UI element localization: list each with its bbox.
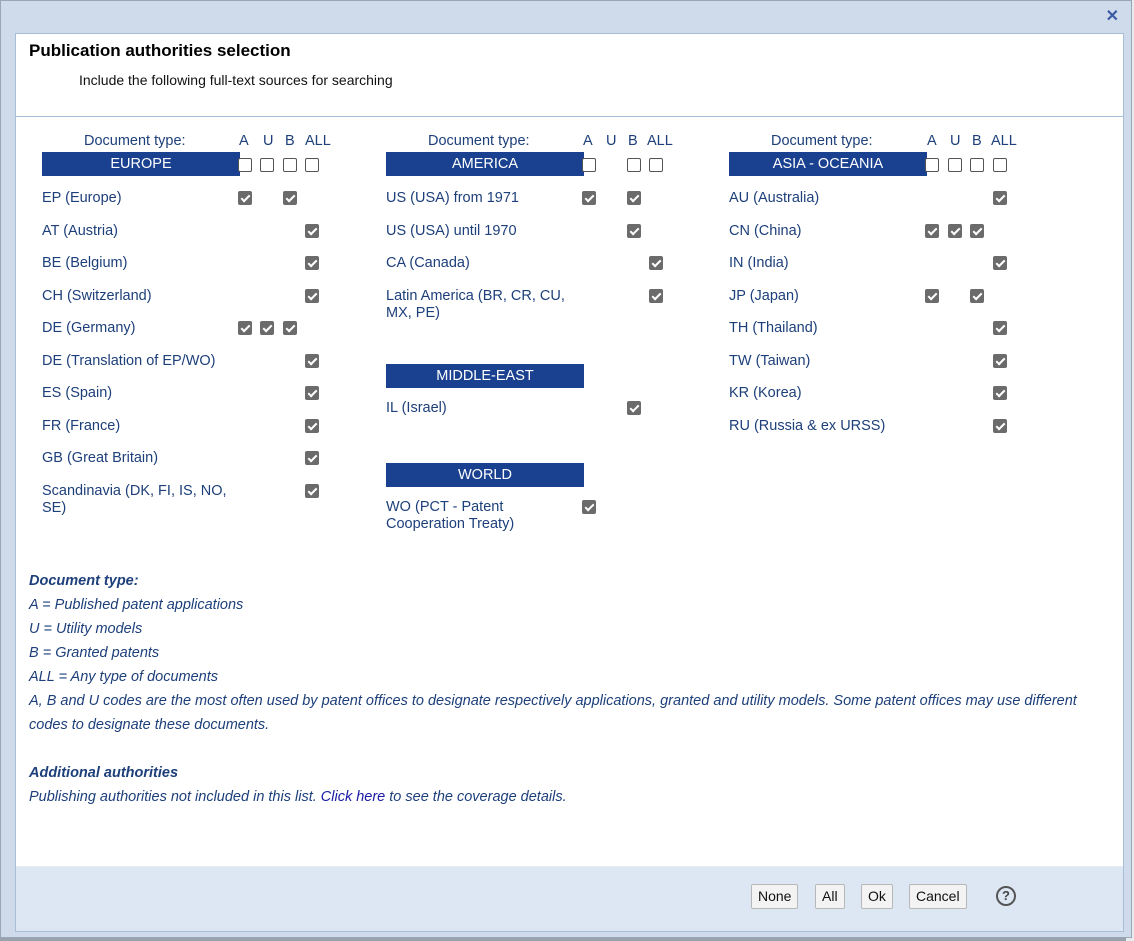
dialog-body (15, 33, 1124, 932)
authority-label: DE (Germany) (42, 320, 136, 336)
authority-checkbox-all[interactable] (305, 289, 319, 303)
authority-label: EP (Europe) (42, 190, 122, 206)
authority-checkbox-all[interactable] (305, 451, 319, 465)
authority-checkbox-u[interactable] (948, 224, 962, 238)
additional-title: Additional authorities (29, 765, 179, 781)
authority-checkbox-all[interactable] (993, 354, 1007, 368)
authority-label: AU (Australia) (729, 190, 820, 206)
authority-checkbox-b[interactable] (283, 191, 297, 205)
authority-checkbox-all[interactable] (305, 354, 319, 368)
authority-checkbox-a[interactable] (925, 289, 939, 303)
doc-type-header: Document type: (428, 133, 530, 149)
region-checkbox-b[interactable] (627, 158, 641, 172)
legend (29, 569, 1089, 809)
authority-checkbox-b[interactable] (970, 224, 984, 238)
authority-label: RU (Russia & ex URSS) (729, 417, 886, 434)
authority-checkbox-b[interactable] (627, 401, 641, 415)
letter-header-a: A (583, 133, 593, 149)
authority-checkbox-all[interactable] (993, 419, 1007, 433)
authority-checkbox-all[interactable] (649, 289, 663, 303)
authority-label: KR (Korea) (729, 385, 802, 401)
letter-header-all: ALL (305, 133, 331, 149)
authority-label: Scandinavia (DK, FI, IS, NO, SE) (42, 482, 227, 516)
authority-label: GB (Great Britain) (42, 450, 159, 466)
all-button[interactable]: All (815, 884, 845, 909)
dialog-footer (16, 866, 1123, 931)
region-checkbox-a[interactable] (925, 158, 939, 172)
authority-checkbox-a[interactable] (582, 500, 596, 514)
letter-header-all: ALL (647, 133, 673, 149)
legend-u: U = Utility models (29, 621, 143, 637)
authority-checkbox-all[interactable] (305, 386, 319, 400)
authority-checkbox-a[interactable] (925, 224, 939, 238)
region-banner-america: AMERICA (386, 152, 584, 176)
legend-a: A = Published patent applications (29, 597, 244, 613)
letter-header-b: B (285, 133, 295, 149)
authority-checkbox-b[interactable] (970, 289, 984, 303)
help-icon[interactable]: ? (996, 886, 1016, 906)
authority-checkbox-all[interactable] (993, 256, 1007, 270)
authority-checkbox-all[interactable] (305, 224, 319, 238)
authority-label: FR (France) (42, 417, 121, 434)
authority-checkbox-all[interactable] (305, 484, 319, 498)
region-checkbox-b[interactable] (970, 158, 984, 172)
dialog-subtitle: Include the following full-text sources for searching (79, 72, 393, 88)
authority-checkbox-all[interactable] (993, 386, 1007, 400)
authority-checkbox-all[interactable] (993, 191, 1007, 205)
letter-header-b: B (972, 133, 982, 149)
authority-label: CN (China) (729, 222, 802, 239)
authority-label: Latin America (BR, CR, CU, MX, PE) (386, 287, 565, 321)
authority-label: TW (Taiwan) (729, 352, 811, 369)
cancel-button[interactable]: Cancel (909, 884, 967, 909)
legend-all: ALL = Any type of documents (29, 669, 219, 685)
region-checkbox-all[interactable] (993, 158, 1007, 172)
additional-suffix: to see the coverage details. (389, 789, 567, 805)
letter-header-u: U (263, 133, 274, 149)
region-checkbox-a[interactable] (582, 158, 596, 172)
authority-label: BE (Belgium) (42, 255, 128, 271)
doc-type-header: Document type: (771, 133, 873, 149)
authority-label: US (USA) until 1970 (386, 222, 517, 239)
letter-header-b: B (628, 133, 638, 149)
legend-note: A, B and U codes are the most often used by patent offices to designate respectively applications, granted and utility models. Some patent offices may use different codes to designate these documents. (29, 693, 1077, 733)
authority-checkbox-all[interactable] (649, 256, 663, 270)
authority-label: WO (PCT - Patent Cooperation Treaty) (386, 499, 515, 532)
authority-label: US (USA) from 1971 (386, 190, 519, 206)
close-icon[interactable]: ✕ (1105, 8, 1119, 25)
region-banner-europe: EUROPE (42, 152, 240, 176)
authority-label: AT (Austria) (42, 222, 119, 239)
region-banner-middle_east: MIDDLE-EAST (386, 364, 584, 388)
legend-title: Document type: (29, 573, 139, 589)
authority-checkbox-a[interactable] (582, 191, 596, 205)
letter-header-all: ALL (991, 133, 1017, 149)
authority-checkbox-b[interactable] (627, 191, 641, 205)
region-checkbox-all[interactable] (649, 158, 663, 172)
authority-label: ES (Spain) (42, 385, 113, 401)
authority-checkbox-u[interactable] (260, 321, 274, 335)
letter-header-a: A (927, 133, 937, 149)
region-checkbox-b[interactable] (283, 158, 297, 172)
authority-checkbox-all[interactable] (993, 321, 1007, 335)
region-checkbox-all[interactable] (305, 158, 319, 172)
region-checkbox-a[interactable] (238, 158, 252, 172)
authority-label: JP (Japan) (729, 287, 799, 304)
authority-label: CH (Switzerland) (42, 287, 152, 304)
ok-button[interactable]: Ok (861, 884, 893, 909)
authority-label: DE (Translation of EP/WO) (42, 352, 216, 369)
letter-header-u: U (606, 133, 617, 149)
authority-checkbox-b[interactable] (627, 224, 641, 238)
authority-label: IN (India) (729, 255, 789, 271)
letter-header-u: U (950, 133, 961, 149)
region-checkbox-u[interactable] (260, 158, 274, 172)
dialog-title: Publication authorities selection (29, 41, 291, 60)
authority-label: TH (Thailand) (729, 320, 818, 336)
none-button[interactable]: None (751, 884, 798, 909)
region-checkbox-u[interactable] (948, 158, 962, 172)
authority-checkbox-all[interactable] (305, 256, 319, 270)
additional-line (29, 785, 1089, 809)
dialog-header (16, 34, 1123, 117)
authority-checkbox-b[interactable] (283, 321, 297, 335)
legend-b: B = Granted patents (29, 645, 160, 661)
additional-text: Publishing authorities not included in this list. (29, 789, 317, 805)
authority-label: IL (Israel) (386, 400, 447, 416)
letter-header-a: A (239, 133, 249, 149)
click-here-link[interactable]: Click here (320, 789, 386, 805)
authority-checkbox-a[interactable] (238, 191, 252, 205)
authority-checkbox-a[interactable] (238, 321, 252, 335)
region-banner-world: WORLD (386, 463, 584, 487)
authority-label: CA (Canada) (386, 255, 470, 271)
authority-checkbox-all[interactable] (305, 419, 319, 433)
doc-type-header: Document type: (84, 133, 186, 149)
region-banner-asia: ASIA - OCEANIA (729, 152, 927, 176)
